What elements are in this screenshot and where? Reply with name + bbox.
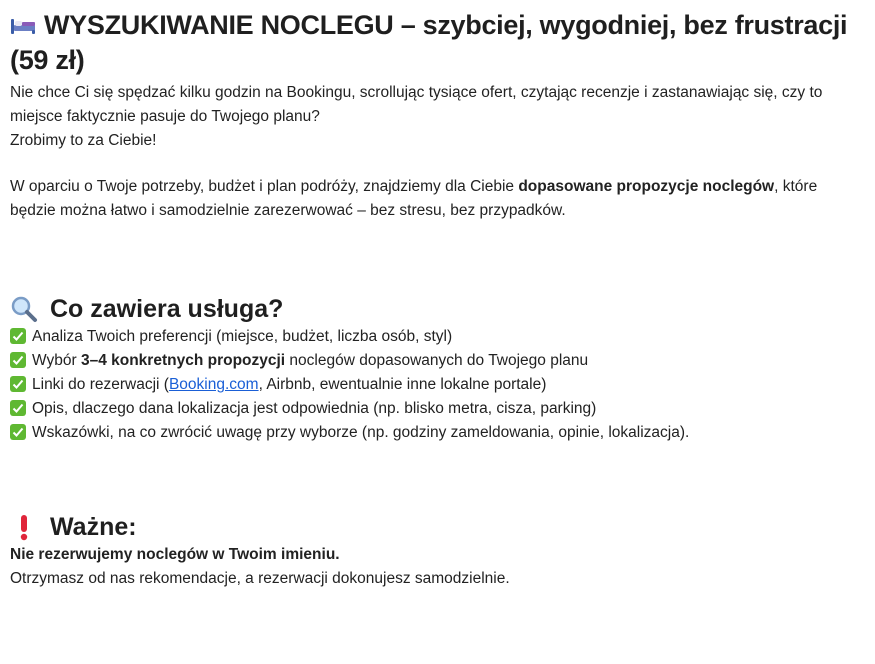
list-item-text: , Airbnb, ewentualnie inne lokalne portale) [258, 376, 547, 393]
list-item [10, 349, 863, 373]
list-item-bold: 3–4 konkretnych propozycji [80, 352, 286, 369]
list-item-text: noclegów dopasowanych do Twojego planu [285, 352, 589, 369]
check-icon [10, 400, 26, 416]
section-title-includes [10, 293, 863, 325]
list-item-text: Wybór [32, 352, 81, 369]
list-item [10, 373, 863, 397]
list-item [10, 421, 863, 445]
important-title-text: Ważne: [50, 513, 137, 541]
bed-icon [10, 10, 36, 30]
intro-line-2: Zrobimy to za Ciebie! [10, 132, 157, 149]
section-title-important [10, 511, 863, 543]
list-item-text: Analiza Twoich preferencji (miejsce, budżet, liczba osób, styl) [32, 328, 453, 345]
check-icon [10, 328, 26, 344]
check-icon [10, 376, 26, 392]
description-paragraph [10, 175, 863, 223]
important-line: Otrzymasz od nas rekomendacje, a rezerwacji dokonujesz samodzielnie. [10, 570, 510, 587]
booking-link[interactable]: Booking.com [168, 376, 259, 393]
list-item-text: Wskazówki, na co zwrócić uwagę przy wyborze (np. godziny zameldowania, opinie, lokalizacja). [32, 424, 690, 441]
important-bold-line: Nie rezerwujemy noclegów w Twoim imieniu. [10, 546, 340, 563]
description-text-start: W oparciu o Twoje potrzeby, budżet i plan podróży, znajdziemy dla Ciebie [10, 178, 519, 195]
list-item [10, 325, 863, 349]
search-title-text: WYSZUKIWANIE NOCLEGU – szybciej, wygodniej, bez frustracji (59 zł) [10, 10, 848, 75]
description-text-end: , które będzie można łatwo i samodzielnie zarezerwować – bez stresu, bez przypadków. [10, 178, 818, 219]
section-title-search [10, 8, 863, 78]
important-paragraph [10, 543, 863, 591]
list-item [10, 397, 863, 421]
magnifier-icon [10, 295, 38, 323]
includes-title-text: Co zawiera usługa? [50, 295, 284, 323]
description-bold: dopasowane propozycje noclegów [518, 178, 775, 195]
check-icon [10, 424, 26, 440]
list-item-text: Opis, dlaczego dana lokalizacja jest odpowiednia (np. blisko metra, cisza, parking) [32, 400, 597, 417]
list-item-text: Linki do rezerwacji ( [32, 376, 169, 393]
intro-paragraph [10, 81, 863, 153]
check-icon [10, 352, 26, 368]
intro-line-1: Nie chce Ci się spędzać kilku godzin na Bookingu, scrollując tysiące ofert, czytając recenzje i zastanawiając się, czy to miejsce faktycznie pasuje do Twojego planu? [10, 84, 823, 125]
exclamation-icon [10, 513, 38, 541]
features-list [10, 325, 863, 445]
